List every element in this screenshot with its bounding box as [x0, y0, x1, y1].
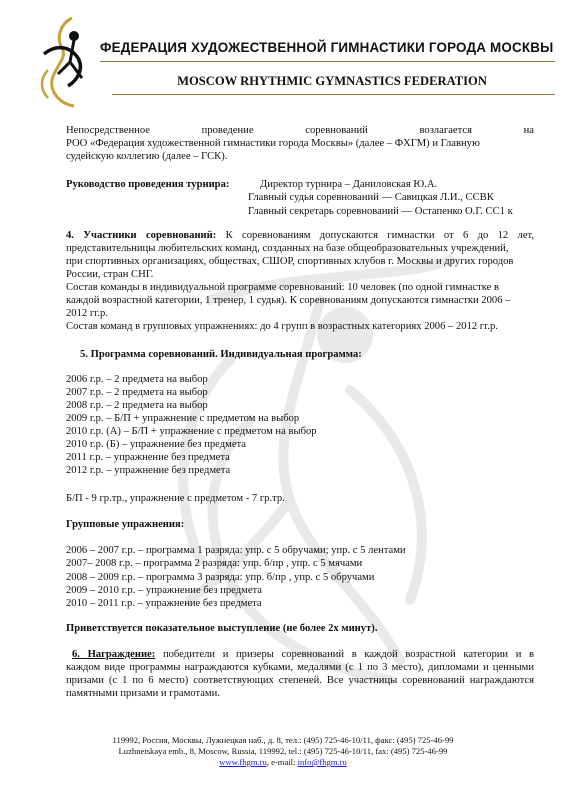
participants-first-line: [66, 229, 534, 242]
email-label: , e-mail:: [266, 757, 298, 767]
program-item: 2012 г.р. – упражнение без предмета: [66, 465, 231, 476]
program-item: 2006 г.р. – 2 предмета на выбор: [66, 374, 208, 385]
participants-line-8: Состав команд в групповых упражнениях: до 4 групп в возрастных категориях 2006 – 2012 гг.р.: [66, 321, 498, 332]
awards-line-2: каждом виде программы награждаются кубками, медалями (с 1 по 3 место), дипломами и ценными: [66, 662, 534, 673]
footer-address-ru: 119992, Россия, Москвы, Лужнецкая наб., д. 8, тел.: (495) 725-46-10/11, факс: (495) 725-46-99: [112, 735, 454, 745]
program-heading: 5. Программа соревнований. Индивидуальная программа:: [80, 349, 362, 360]
program-item: 2010 г.р. (А) – Б/П + упражнение с предметом на выбор: [66, 426, 317, 437]
federation-title-en: MOSCOW RHYTHMIC GYMNASTICS FEDERATION: [177, 74, 487, 88]
awards-line-2-wrap: [66, 661, 534, 674]
gymnast-logo-icon: [34, 14, 94, 110]
footer-contacts: [0, 757, 566, 768]
group-item: 2006 – 2007 г.р. – программа 1 разряда: упр. с 5 обручами; упр. с 5 лентами: [66, 545, 406, 556]
group-item: 2009 – 2010 г.р. – упражнение без предмета: [66, 585, 262, 596]
program-item: 2007 г.р. – 2 предмета на выбор: [66, 387, 208, 398]
group-heading: Групповые упражнения:: [66, 519, 185, 530]
chief-judge: Главный судья соревнований — Савицкая Л.И., ССВК: [248, 192, 494, 203]
participants-line-7: 2012 гг.р.: [66, 308, 108, 319]
header-divider-2: [112, 94, 555, 95]
federation-title-ru: ФЕДЕРАЦИЯ ХУДОЖЕСТВЕННОЙ ГИМНАСТИКИ ГОРОДА МОСКВЫ: [100, 40, 554, 55]
intro-paragraph: [66, 124, 534, 137]
tournament-director: Директор турнира – Даниловская Ю.А.: [260, 179, 438, 190]
group-item: 2010 – 2011 г.р. – упражнение без предмета: [66, 598, 262, 609]
management-label: Руководство проведения турнира:: [66, 179, 230, 190]
participants-line-6: каждой возрастной категории, 1 тренер, 1 судья). К соревнованиям допускаются гимнастки 2006 –: [66, 295, 511, 306]
intro-line-2: РОО «Федерация художественной гимнастики города Москвы» (далее – ФХГМ) и Главную: [66, 138, 480, 149]
header-divider: [100, 61, 555, 62]
participants-line-5: Состав команды в индивидуальной программе соревнований: 10 человек (по одной гимнастке в: [66, 282, 500, 293]
footer-address-en: Luzhnetskaya emb., 8, Moscow, Russia, 119992, tel.: (495) 725-46-10/11, fax: (495) 725-46-99: [118, 746, 448, 756]
program-item: 2009 г.р. – Б/П + упражнение с предметом на выбор: [66, 413, 300, 424]
demo-performance-note: Приветствуется показательное выступление (не более 2х минут).: [66, 623, 378, 634]
participants-line-1: К соревнованиям допускаются гимнастки от 6 до 12 лет,: [225, 230, 535, 241]
intro-line-3: судейскую коллегию (далее – ГСК).: [66, 151, 228, 162]
program-item: 2008 г.р. – 2 предмета на выбор: [66, 400, 208, 411]
awards-first-line: [66, 648, 534, 661]
awards-line-3: призами (с 1 по 6 место) соответствующих степеней. Все участницы соревнований награждаются: [66, 675, 534, 686]
chief-secretary: Главный секретарь соревнований — Остапенко О.Г. СС1 к: [248, 206, 513, 217]
website-link[interactable]: www.fhgm.ru: [219, 757, 267, 767]
email-link[interactable]: info@fhgm.ru: [297, 757, 347, 767]
participants-line-2: представительницы любительских команд, созданных на базе общеобразовательных учреждений,: [66, 243, 509, 254]
program-item: 2010 г.р. (Б) – упражнение без предмета: [66, 439, 247, 450]
program-item: 2011 г.р. – упражнение без предмета: [66, 452, 230, 463]
intro-line-1: Непосредственное проведение соревнований возлагается на: [66, 125, 534, 136]
awards-line-4: памятными призами и грамотами.: [66, 688, 220, 699]
participants-line-4: России, стран СНГ.: [66, 269, 154, 280]
apparatus-note: Б/П - 9 гр.тр., упражнение с предметом - 7 гр.тр.: [66, 493, 285, 504]
participants-line-3: при спортивных организациях, обществах, СШОР, спортивных клубов г. Москвы и других городов: [66, 256, 514, 267]
awards-line-3-wrap: [66, 674, 534, 687]
awards-line-1: победители и призеры соревнований в каждой возрастной категории и в: [162, 649, 535, 660]
group-item: 2007– 2008 г.р. – программа 2 разряда: упр. б/пр , упр. с 5 мячами: [66, 558, 363, 569]
participants-heading: 4. Участники соревнований:: [66, 230, 217, 241]
awards-heading: 6. Награждение:: [72, 649, 156, 660]
group-item: 2008 – 2009 г.р. – программа 3 разряда: упр. б/пр , упр. с 5 обручами: [66, 572, 375, 583]
